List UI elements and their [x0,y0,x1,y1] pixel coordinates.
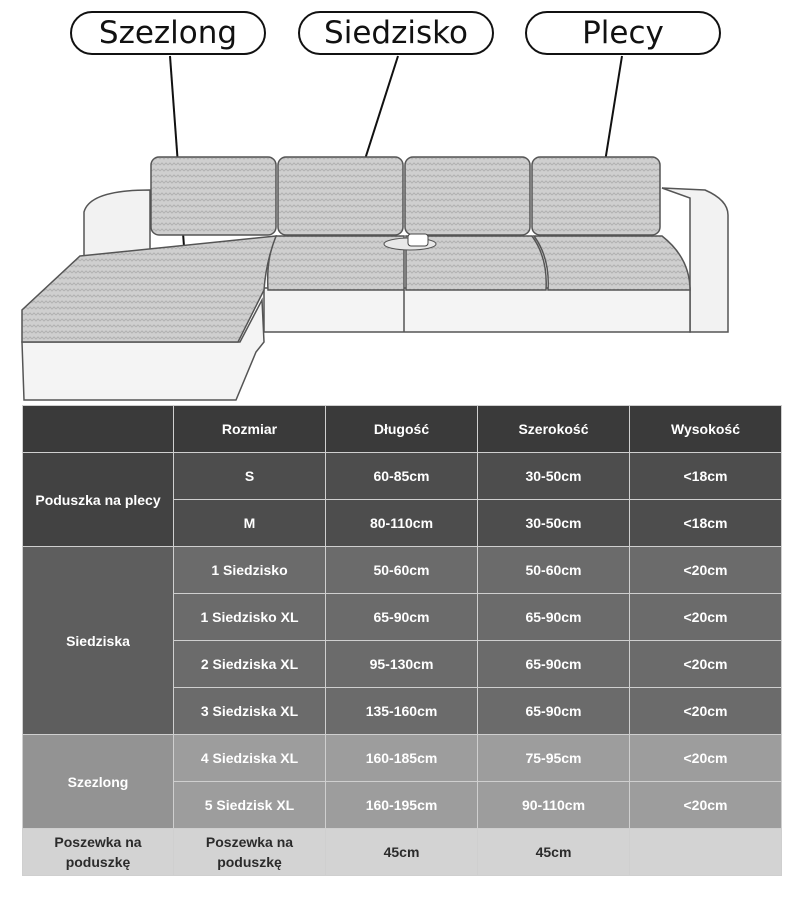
seat-label: Siedzisko [298,11,494,55]
back-cushion-2 [278,157,403,235]
cell-length: 160-185cm [326,735,478,782]
cell-height: <20cm [630,688,782,735]
group-name: Szezlong [23,735,174,829]
seat-cushions [268,236,690,290]
cell-size: 1 Siedzisko XL [174,594,326,641]
cell-height [630,829,782,876]
cell-height: <20cm [630,641,782,688]
cell-size: M [174,500,326,547]
cell-width: 65-90cm [478,594,630,641]
cell-width: 30-50cm [478,500,630,547]
cell-width: 90-110cm [478,782,630,829]
group-name: Poduszka na plecy [23,453,174,547]
sofa-base [264,288,690,332]
cell-length: 160-195cm [326,782,478,829]
cell-width: 30-50cm [478,453,630,500]
back-cushions [151,157,660,235]
seat-cushion-3 [534,236,690,290]
header-size: Rozmiar [174,406,326,453]
cell-height: <18cm [630,453,782,500]
back-cushion-4 [532,157,660,235]
back-cushion-3 [405,157,530,235]
cell-height: <20cm [630,782,782,829]
chaise-label: Szezlong [70,11,266,55]
cell-size: 2 Siedziska XL [174,641,326,688]
cell-length: 45cm [326,829,478,876]
cell-size: S [174,453,326,500]
cell-height: <18cm [630,500,782,547]
sofa-illustration [0,0,800,405]
table-row [23,735,782,782]
header-length: Długość [326,406,478,453]
table-row [23,829,782,876]
cell-height: <20cm [630,547,782,594]
chaise-cushion [22,236,276,342]
back-cushion-1 [151,157,276,235]
cell-size: Poszewka na poduszkę [174,829,326,876]
header-height: Wysokość [630,406,782,453]
cell-length: 80-110cm [326,500,478,547]
cell-width: 45cm [478,829,630,876]
table-header-row [23,406,782,453]
cell-width: 75-95cm [478,735,630,782]
table-row [23,547,782,594]
cell-width: 65-90cm [478,641,630,688]
cell-size: 3 Siedziska XL [174,688,326,735]
cell-size: 4 Siedziska XL [174,735,326,782]
cell-height: <20cm [630,735,782,782]
back-label: Plecy [525,11,721,55]
size-table [22,405,782,876]
cell-width: 50-60cm [478,547,630,594]
table-row [23,453,782,500]
left-arm [84,190,150,258]
cell-length: 135-160cm [326,688,478,735]
cell-length: 60-85cm [326,453,478,500]
header-empty [23,406,174,453]
cell-size: 5 Siedzisk XL [174,782,326,829]
cell-length: 65-90cm [326,594,478,641]
cell-length: 95-130cm [326,641,478,688]
cell-height: <20cm [630,594,782,641]
cell-length: 50-60cm [326,547,478,594]
header-width: Szerokość [478,406,630,453]
cell-width: 65-90cm [478,688,630,735]
cell-size: 1 Siedzisko [174,547,326,594]
group-name: Poszewka na poduszkę [23,829,174,876]
group-name: Siedziska [23,547,174,735]
